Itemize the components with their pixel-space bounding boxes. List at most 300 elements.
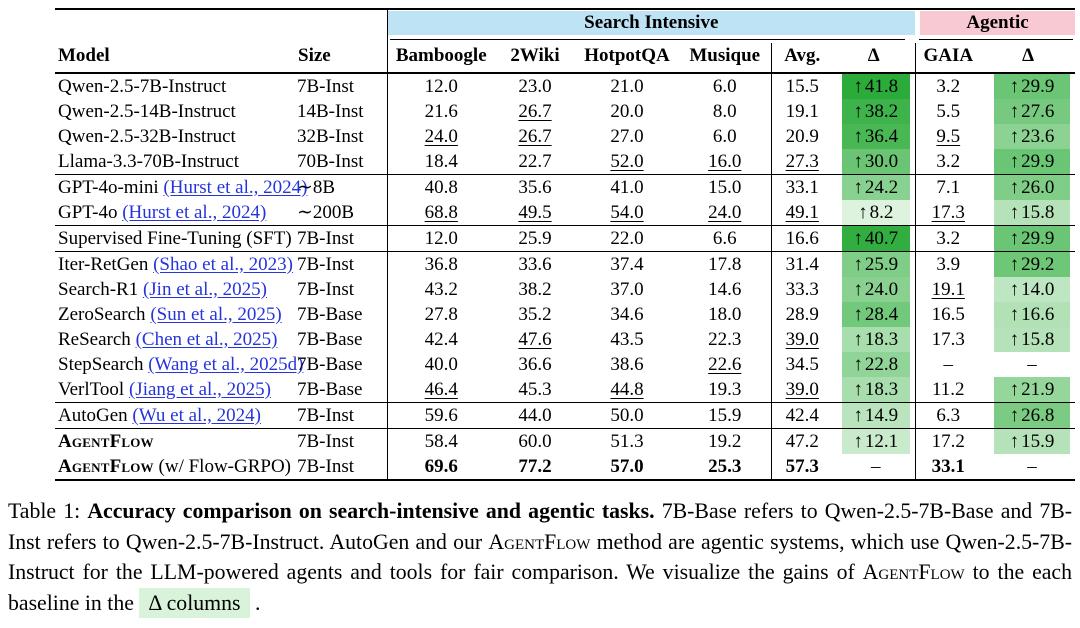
score-value: 38.6 bbox=[610, 353, 644, 375]
up-arrow-icon: ↑ bbox=[853, 328, 863, 350]
gaia-cell bbox=[915, 302, 981, 327]
score-value: 6.0 bbox=[712, 125, 737, 147]
score-value: 43.5 bbox=[610, 328, 644, 350]
score-value: 77.2 bbox=[518, 455, 552, 477]
row-group bbox=[55, 175, 1075, 226]
row-group bbox=[55, 73, 1075, 175]
up-arrow-icon: ↑ bbox=[853, 378, 863, 400]
score-cell bbox=[575, 226, 679, 252]
column-header--: Δ bbox=[981, 43, 1075, 73]
score-cell bbox=[495, 277, 575, 302]
delta-value: – bbox=[1027, 455, 1037, 477]
score-value: 68.8 bbox=[424, 201, 458, 223]
model-name: AutoGen bbox=[58, 404, 128, 426]
table-caption bbox=[8, 496, 1072, 619]
score-cell bbox=[679, 277, 771, 302]
score-value: 6.3 bbox=[936, 404, 961, 426]
delta-value: – bbox=[1027, 353, 1037, 375]
score-cell bbox=[679, 327, 771, 352]
gaia-cell bbox=[915, 124, 981, 149]
score-cell bbox=[387, 277, 495, 302]
gaia-cell bbox=[915, 99, 981, 124]
score-value: 9.5 bbox=[936, 125, 961, 147]
citation-link[interactable]: (Shao et al., 2023) bbox=[153, 253, 293, 275]
score-cell bbox=[387, 454, 495, 480]
score-cell bbox=[387, 149, 495, 175]
up-arrow-icon: ↑ bbox=[1009, 378, 1020, 400]
score-cell bbox=[679, 352, 771, 377]
delta-search-cell bbox=[833, 149, 915, 175]
delta-search-cell bbox=[833, 200, 915, 226]
column-header-avg-: Avg. bbox=[771, 43, 833, 73]
agentic-band: Agentic bbox=[920, 11, 1075, 35]
up-arrow-icon: ↑ bbox=[1009, 303, 1020, 325]
score-cell bbox=[575, 302, 679, 327]
score-cell bbox=[575, 149, 679, 175]
score-cell bbox=[679, 99, 771, 124]
score-value: 14.6 bbox=[708, 278, 742, 300]
score-value: 22.3 bbox=[708, 328, 742, 350]
delta-value: 38.2 bbox=[864, 100, 899, 122]
score-value: 6.6 bbox=[712, 227, 737, 249]
score-cell bbox=[575, 377, 679, 403]
model-cell bbox=[55, 377, 295, 403]
delta-value: 15.8 bbox=[1021, 201, 1055, 223]
score-cell bbox=[495, 99, 575, 124]
delta-value: 24.2 bbox=[864, 176, 899, 198]
up-arrow-icon: ↑ bbox=[853, 227, 863, 249]
delta-value: 22.8 bbox=[864, 353, 899, 375]
model-cell bbox=[55, 200, 295, 226]
up-arrow-icon: ↑ bbox=[1009, 150, 1020, 172]
delta-value: 14.9 bbox=[864, 404, 899, 426]
score-value: 19.3 bbox=[708, 378, 742, 400]
model-cell bbox=[55, 454, 295, 480]
table-row bbox=[55, 226, 1075, 252]
score-value: 33.6 bbox=[518, 253, 552, 275]
delta-gaia-cell bbox=[981, 429, 1075, 455]
column-header-model: Model bbox=[55, 43, 295, 73]
up-arrow-icon: ↑ bbox=[1009, 75, 1020, 97]
model-cell bbox=[55, 302, 295, 327]
score-cell bbox=[387, 73, 495, 99]
up-arrow-icon: ↑ bbox=[1009, 430, 1020, 452]
delta-gaia-cell bbox=[981, 277, 1075, 302]
up-arrow-icon: ↑ bbox=[1009, 227, 1020, 249]
score-value: 23.0 bbox=[518, 75, 552, 97]
score-value: 26.7 bbox=[518, 125, 552, 147]
score-cell bbox=[387, 352, 495, 377]
up-arrow-icon: ↑ bbox=[853, 404, 863, 426]
score-cell bbox=[679, 149, 771, 175]
score-value: 19.1 bbox=[785, 100, 819, 122]
delta-search-cell bbox=[833, 124, 915, 149]
score-value: 16.5 bbox=[931, 303, 965, 325]
score-cell bbox=[495, 252, 575, 278]
delta-gaia-cell bbox=[981, 252, 1075, 278]
score-value: 57.0 bbox=[610, 455, 644, 477]
size-cell: 7B-Base bbox=[297, 353, 363, 375]
gaia-cell bbox=[915, 352, 981, 377]
up-arrow-icon: ↑ bbox=[1009, 278, 1020, 300]
score-cell bbox=[495, 454, 575, 480]
score-value: 40.0 bbox=[424, 353, 458, 375]
score-value: 3.2 bbox=[936, 150, 961, 172]
score-value: 21.6 bbox=[424, 100, 458, 122]
gaia-cell bbox=[915, 73, 981, 99]
score-cell bbox=[495, 302, 575, 327]
delta-value: 40.7 bbox=[864, 227, 899, 249]
model-name: Supervised Fine-Tuning (SFT) bbox=[58, 227, 292, 249]
size-cell: ∼8B bbox=[295, 175, 387, 201]
score-cell bbox=[575, 252, 679, 278]
score-cell bbox=[679, 403, 771, 429]
score-cell bbox=[387, 429, 495, 455]
score-cell bbox=[387, 403, 495, 429]
citation-link[interactable]: (Wang et al., 2025d) bbox=[148, 353, 304, 375]
model-name: Qwen-2.5-7B-Instruct bbox=[58, 75, 227, 97]
score-cell bbox=[771, 99, 833, 124]
table-row bbox=[55, 124, 1075, 149]
cmidrule-search bbox=[387, 36, 915, 43]
score-value: 37.4 bbox=[610, 253, 644, 275]
score-cell bbox=[771, 124, 833, 149]
score-cell bbox=[575, 124, 679, 149]
score-value: 50.0 bbox=[610, 404, 644, 426]
score-cell bbox=[575, 352, 679, 377]
up-arrow-icon: ↑ bbox=[1009, 176, 1020, 198]
column-header-musique: Musique bbox=[679, 43, 771, 73]
row-group bbox=[55, 252, 1075, 403]
up-arrow-icon: ↑ bbox=[1009, 100, 1020, 122]
score-value: 20.9 bbox=[785, 125, 819, 147]
score-value: 54.0 bbox=[610, 201, 644, 223]
score-value: 15.5 bbox=[785, 75, 819, 97]
size-cell: 7B-Base bbox=[297, 378, 363, 400]
delta-value: – bbox=[871, 455, 881, 477]
score-cell bbox=[495, 73, 575, 99]
score-value: 33.1 bbox=[931, 455, 965, 477]
up-arrow-icon: ↑ bbox=[853, 100, 863, 122]
score-cell bbox=[679, 454, 771, 480]
model-cell bbox=[55, 226, 295, 252]
band-spacer bbox=[55, 9, 387, 36]
score-cell bbox=[387, 302, 495, 327]
size-cell: 7B-Inst bbox=[297, 278, 354, 300]
delta-value: 29.9 bbox=[1021, 75, 1055, 97]
model-cell bbox=[55, 403, 295, 429]
delta-value: 28.4 bbox=[864, 303, 899, 325]
score-value: 38.2 bbox=[518, 278, 552, 300]
score-value: 40.8 bbox=[424, 176, 458, 198]
score-cell bbox=[771, 403, 833, 429]
score-cell bbox=[771, 149, 833, 175]
delta-gaia-cell bbox=[981, 200, 1075, 226]
column-header-gaia: GAIA bbox=[915, 43, 981, 73]
score-value: 7.1 bbox=[936, 176, 961, 198]
score-value: 15.9 bbox=[708, 404, 742, 426]
table-row bbox=[55, 252, 1075, 278]
column-header-bamboogle: Bamboogle bbox=[387, 43, 495, 73]
score-cell bbox=[679, 429, 771, 455]
gaia-cell bbox=[915, 200, 981, 226]
score-value: 42.4 bbox=[785, 404, 819, 426]
score-value: 3.9 bbox=[936, 253, 961, 275]
size-cell: 7B-Base bbox=[297, 303, 363, 325]
score-value: 45.3 bbox=[518, 378, 552, 400]
score-value: 47.6 bbox=[518, 328, 552, 350]
delta-value: 8.2 bbox=[869, 201, 894, 223]
score-value: 17.3 bbox=[931, 201, 965, 223]
up-arrow-icon: ↑ bbox=[853, 75, 863, 97]
score-value: 8.0 bbox=[712, 100, 737, 122]
score-value: 60.0 bbox=[518, 430, 552, 452]
table-head bbox=[55, 9, 1075, 73]
up-arrow-icon: ↑ bbox=[1009, 201, 1020, 223]
score-value: 42.4 bbox=[424, 328, 458, 350]
score-value: 22.0 bbox=[610, 227, 644, 249]
score-cell bbox=[495, 352, 575, 377]
gaia-cell bbox=[915, 175, 981, 201]
caption-segment: AgentFlow bbox=[488, 529, 591, 554]
up-arrow-icon: ↑ bbox=[1009, 253, 1020, 275]
delta-value: 29.9 bbox=[1021, 227, 1055, 249]
score-cell bbox=[575, 454, 679, 480]
column-header--: Δ bbox=[833, 43, 915, 73]
delta-value: 27.6 bbox=[1021, 100, 1055, 122]
delta-search-cell bbox=[833, 352, 915, 377]
model-cell bbox=[55, 429, 295, 455]
score-cell bbox=[679, 302, 771, 327]
score-cell bbox=[771, 352, 833, 377]
row-group bbox=[55, 403, 1075, 429]
score-value: 12.0 bbox=[424, 227, 458, 249]
gaia-cell bbox=[915, 429, 981, 455]
score-value: 28.9 bbox=[785, 303, 819, 325]
score-value: 35.6 bbox=[518, 176, 552, 198]
model-cell bbox=[55, 73, 295, 99]
caption-segment: 7B-Base refers to Qwen-2.5-7B-Base and 7B-Inst refers to Qwen-2.5-7B-Instruct. AutoGen and our bbox=[8, 499, 1073, 554]
citation-link[interactable]: (Hurst et al., 2024) bbox=[122, 201, 267, 223]
table-row bbox=[55, 175, 1075, 201]
delta-value: 25.9 bbox=[864, 253, 899, 275]
caption-segment: method are agentic systems, which use Qwen-2.5-7B-Instruct for the LLM-powered agents and tools for fair comparison. We visualize the gains of bbox=[8, 529, 1072, 585]
delta-gaia-cell bbox=[981, 226, 1075, 252]
score-value: 47.2 bbox=[785, 430, 819, 452]
score-value: 21.0 bbox=[610, 75, 644, 97]
delta-search-cell bbox=[833, 252, 915, 278]
score-value: 6.0 bbox=[712, 75, 737, 97]
score-cell bbox=[771, 200, 833, 226]
score-value: 69.6 bbox=[424, 455, 458, 477]
score-value: 39.0 bbox=[785, 378, 819, 400]
score-value: 33.1 bbox=[785, 176, 819, 198]
model-name: Qwen-2.5-14B-Instruct bbox=[58, 100, 236, 122]
score-cell bbox=[679, 175, 771, 201]
delta-value: 12.1 bbox=[864, 430, 899, 452]
score-value: 36.6 bbox=[518, 353, 552, 375]
delta-value: 29.9 bbox=[1021, 150, 1055, 172]
delta-search-cell bbox=[833, 327, 915, 352]
delta-gaia-cell bbox=[981, 302, 1075, 327]
delta-value: 16.6 bbox=[1021, 303, 1055, 325]
score-value: 26.7 bbox=[518, 100, 552, 122]
delta-value: 15.9 bbox=[1021, 430, 1055, 452]
up-arrow-icon: ↑ bbox=[1009, 125, 1020, 147]
delta-value: 15.8 bbox=[1021, 328, 1055, 350]
score-cell bbox=[679, 200, 771, 226]
delta-gaia-cell bbox=[981, 99, 1075, 124]
size-cell: 7B-Base bbox=[297, 328, 363, 350]
score-value: 25.9 bbox=[518, 227, 552, 249]
score-value: 17.3 bbox=[931, 328, 965, 350]
score-value: 44.8 bbox=[610, 378, 644, 400]
delta-search-cell bbox=[833, 302, 915, 327]
score-cell bbox=[387, 124, 495, 149]
score-cell bbox=[771, 302, 833, 327]
score-value: 57.3 bbox=[785, 455, 819, 477]
size-cell: 70B-Inst bbox=[297, 150, 364, 172]
score-value: 16.6 bbox=[785, 227, 819, 249]
citation-link[interactable]: (Wu et al., 2024) bbox=[132, 404, 261, 426]
model-name: ZeroSearch bbox=[58, 303, 146, 325]
delta-search-cell bbox=[833, 403, 915, 429]
score-cell bbox=[771, 226, 833, 252]
score-value: 49.5 bbox=[518, 201, 552, 223]
score-cell bbox=[575, 429, 679, 455]
score-cell bbox=[575, 99, 679, 124]
score-value: 12.0 bbox=[424, 75, 458, 97]
score-cell bbox=[575, 175, 679, 201]
score-cell bbox=[387, 226, 495, 252]
gaia-cell bbox=[915, 226, 981, 252]
up-arrow-icon: ↑ bbox=[1009, 328, 1020, 350]
delta-search-cell bbox=[833, 454, 915, 480]
score-cell bbox=[679, 73, 771, 99]
delta-search-cell bbox=[833, 277, 915, 302]
score-cell bbox=[679, 226, 771, 252]
score-cell bbox=[387, 377, 495, 403]
model-name: Search-R1 bbox=[58, 278, 139, 300]
score-value: 58.4 bbox=[424, 430, 458, 452]
score-value: 19.2 bbox=[708, 430, 742, 452]
citation-link[interactable]: (Jiang et al., 2025) bbox=[128, 378, 271, 400]
row-group bbox=[55, 226, 1075, 252]
score-cell bbox=[495, 429, 575, 455]
model-suffix: (w/ Flow-GRPO) bbox=[153, 455, 291, 477]
column-header-2wiki: 2Wiki bbox=[495, 43, 575, 73]
table-row bbox=[55, 429, 1075, 455]
up-arrow-icon: ↑ bbox=[853, 176, 863, 198]
score-value: 25.3 bbox=[708, 455, 742, 477]
delta-search-cell bbox=[833, 226, 915, 252]
cmidrule-agentic bbox=[915, 36, 1075, 43]
up-arrow-icon: ↑ bbox=[858, 201, 868, 223]
score-value: 31.4 bbox=[785, 253, 819, 275]
delta-search-cell bbox=[833, 99, 915, 124]
row-group bbox=[55, 429, 1075, 481]
score-cell bbox=[387, 200, 495, 226]
model-name: GPT-4o bbox=[58, 201, 118, 223]
delta-search-cell bbox=[833, 73, 915, 99]
size-cell: 14B-Inst bbox=[297, 100, 364, 122]
table-row bbox=[55, 149, 1075, 175]
up-arrow-icon: ↑ bbox=[853, 125, 863, 147]
score-cell bbox=[495, 175, 575, 201]
delta-value: 29.2 bbox=[1021, 253, 1055, 275]
score-value: 35.2 bbox=[518, 303, 552, 325]
score-cell bbox=[575, 403, 679, 429]
score-value: 36.8 bbox=[424, 253, 458, 275]
score-cell bbox=[771, 175, 833, 201]
table-row bbox=[55, 352, 1075, 377]
model-name: GPT-4o-mini bbox=[58, 176, 159, 198]
gaia-cell bbox=[915, 327, 981, 352]
delta-gaia-cell bbox=[981, 124, 1075, 149]
score-cell bbox=[575, 73, 679, 99]
size-cell: 7B-Inst bbox=[297, 75, 354, 97]
score-value: 51.3 bbox=[610, 430, 644, 452]
gaia-cell bbox=[915, 277, 981, 302]
delta-value: 23.6 bbox=[1021, 125, 1055, 147]
score-cell bbox=[387, 252, 495, 278]
score-value: 16.0 bbox=[708, 150, 742, 172]
model-name: StepSearch bbox=[58, 353, 144, 375]
column-header-size: Size bbox=[295, 43, 387, 73]
size-cell: 7B-Inst bbox=[297, 455, 354, 477]
delta-gaia-cell bbox=[981, 377, 1075, 403]
score-value: 20.0 bbox=[610, 100, 644, 122]
table-row bbox=[55, 403, 1075, 429]
score-cell bbox=[387, 175, 495, 201]
score-value: 46.4 bbox=[424, 378, 458, 400]
gaia-cell bbox=[915, 403, 981, 429]
cmid-spacer bbox=[55, 36, 387, 43]
table-row bbox=[55, 277, 1075, 302]
model-cell bbox=[55, 99, 295, 124]
score-value: 22.6 bbox=[708, 353, 742, 375]
score-value: 22.7 bbox=[518, 150, 552, 172]
score-cell bbox=[387, 99, 495, 124]
score-cell bbox=[771, 377, 833, 403]
model-name: AgentFlow bbox=[58, 430, 154, 452]
delta-value: 18.3 bbox=[864, 328, 899, 350]
score-cell bbox=[495, 200, 575, 226]
gaia-cell bbox=[915, 377, 981, 403]
score-cell bbox=[495, 124, 575, 149]
score-cell bbox=[771, 429, 833, 455]
delta-gaia-cell bbox=[981, 454, 1075, 480]
score-value: 11.2 bbox=[931, 378, 965, 400]
citation-link[interactable]: (Sun et al., 2025) bbox=[150, 303, 282, 325]
table-row bbox=[55, 99, 1075, 124]
table-row bbox=[55, 454, 1075, 480]
up-arrow-icon: ↑ bbox=[853, 353, 863, 375]
up-arrow-icon: ↑ bbox=[853, 430, 863, 452]
score-cell bbox=[495, 149, 575, 175]
citation-link[interactable]: (Chen et al., 2025) bbox=[135, 328, 278, 350]
score-value: 41.0 bbox=[610, 176, 644, 198]
citation-link[interactable]: (Jin et al., 2025) bbox=[142, 278, 267, 300]
citation-link[interactable]: (Hurst et al., 2024) bbox=[163, 176, 308, 198]
delta-gaia-cell bbox=[981, 403, 1075, 429]
score-value: 27.0 bbox=[610, 125, 644, 147]
search-intensive-band: Search Intensive bbox=[388, 11, 916, 35]
delta-gaia-cell bbox=[981, 149, 1075, 175]
model-name: Iter-RetGen bbox=[58, 253, 149, 275]
score-value: – bbox=[943, 353, 954, 375]
caption-segment: Table 1: bbox=[8, 499, 88, 523]
